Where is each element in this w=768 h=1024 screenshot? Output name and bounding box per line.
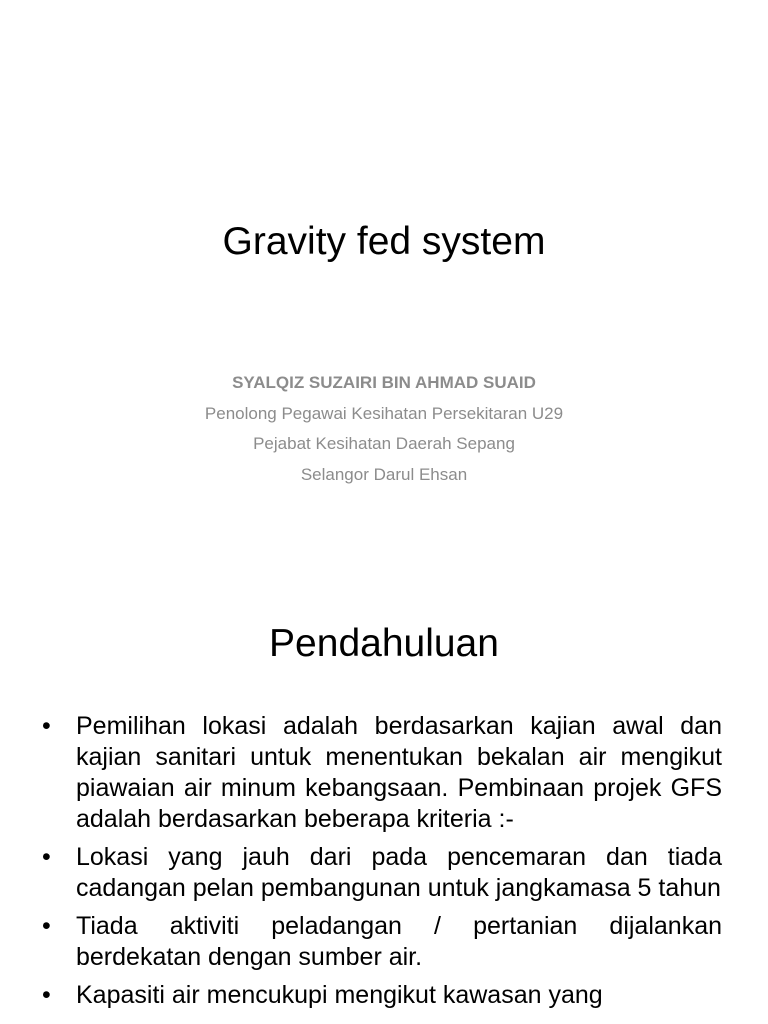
author-office: Pejabat Kesihatan Daerah Sepang [253, 434, 515, 453]
list-item [42, 711, 722, 835]
author-name: SYALQIZ SUZAIRI BIN AHMAD SUAID [232, 373, 536, 392]
slide-heading: Pendahuluan [269, 622, 499, 665]
content-slide [0, 576, 768, 1024]
bullet-icon: • [42, 981, 51, 1009]
bullet-list [42, 711, 722, 1018]
bullet-text: Lokasi yang jauh dari pada pencemaran dan tiada cadangan pelan pembangunan untuk jangkamasa 5 tahun [76, 843, 722, 902]
list-item [42, 842, 722, 904]
bullet-text: Tiada aktiviti peladangan / pertanian dijalankan berdekatan dengan sumber air. [76, 912, 722, 971]
list-item [42, 980, 722, 1011]
author-state: Selangor Darul Ehsan [300, 464, 468, 484]
bullet-icon: • [42, 712, 51, 740]
bullet-text: Pemilihan lokasi adalah berdasarkan kajian awal dan kajian sanitari untuk menentukan bekalan air mengikut piawaian air minum kebangsaan. Pembinaan projek GFS adalah berdasarkan beberapa kriteria :- [76, 712, 722, 833]
bullet-text: Kapasiti air mencukupi mengikut kawasan yang [76, 981, 603, 1009]
bullet-icon: • [42, 912, 51, 940]
subtitle-block [0, 368, 768, 490]
author-position: Penolong Pegawai Kesihatan Persekitaran U29 [204, 403, 564, 423]
bullet-icon: • [42, 843, 51, 871]
slide-title: Gravity fed system [222, 220, 546, 263]
list-item [42, 911, 722, 973]
